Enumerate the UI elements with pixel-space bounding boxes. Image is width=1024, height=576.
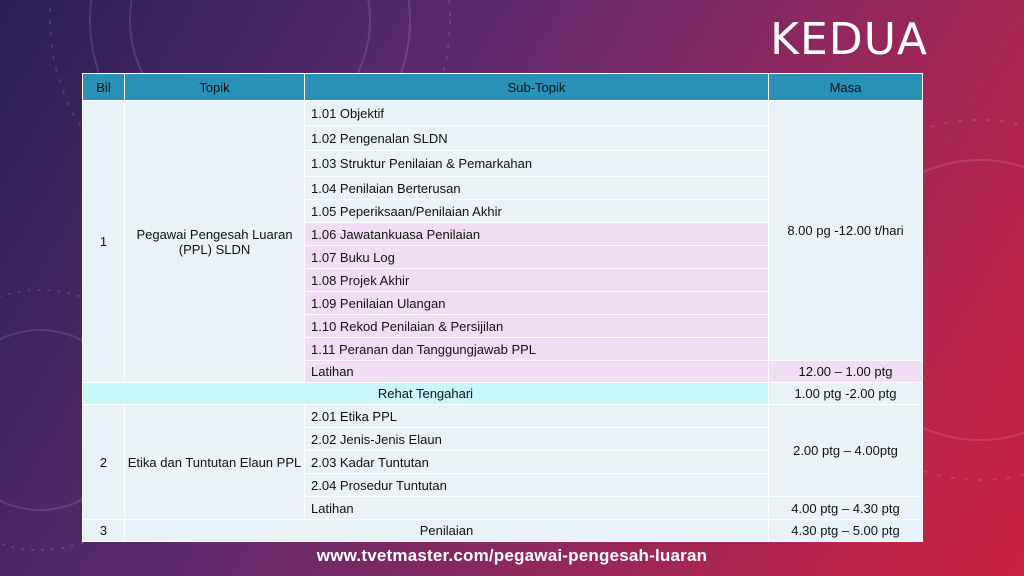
header-bil: Bil bbox=[83, 74, 125, 101]
table-row bbox=[83, 101, 923, 126]
topik-cell: Etika dan Tuntutan Elaun PPL bbox=[125, 405, 305, 520]
subtopic-cell: 1.10 Rekod Penilaian & Persijilan bbox=[305, 315, 769, 338]
latihan-masa-cell: 4.00 ptg – 4.30 ptg bbox=[769, 497, 923, 520]
subtopic-cell: 1.03 Struktur Penilaian & Pemarkahan bbox=[305, 151, 769, 177]
latihan-cell: Latihan bbox=[305, 497, 769, 520]
subtopic-cell: 1.07 Buku Log bbox=[305, 246, 769, 269]
table-row bbox=[83, 383, 923, 405]
footer-url: www.tvetmaster.com/pegawai-pengesah-luaran bbox=[316, 546, 708, 565]
latihan-masa-cell: 12.00 – 1.00 ptg bbox=[769, 361, 923, 383]
rehat-masa-cell: 1.00 ptg -2.00 ptg bbox=[769, 383, 923, 405]
subtopic-cell: 1.04 Penilaian Berterusan bbox=[305, 177, 769, 200]
slide-title: KEDUA bbox=[770, 14, 928, 65]
subtopic-cell: 1.02 Pengenalan SLDN bbox=[305, 126, 769, 151]
subtopic-cell: 2.04 Prosedur Tuntutan bbox=[305, 474, 769, 497]
table-header-row bbox=[83, 74, 923, 101]
header-masa: Masa bbox=[769, 74, 923, 101]
table-row bbox=[83, 520, 923, 542]
header-topik: Topik bbox=[125, 74, 305, 101]
schedule-table bbox=[82, 73, 923, 542]
bil-cell: 2 bbox=[83, 405, 125, 520]
subtopic-cell: 2.01 Etika PPL bbox=[305, 405, 769, 428]
subtopic-cell: 1.08 Projek Akhir bbox=[305, 269, 769, 292]
bil-cell: 1 bbox=[83, 101, 125, 383]
subtopic-cell: 2.02 Jenis-Jenis Elaun bbox=[305, 428, 769, 451]
masa-cell: 2.00 ptg – 4.00ptg bbox=[769, 405, 923, 497]
topik-cell: Pegawai Pengesah Luaran (PPL) SLDN bbox=[125, 101, 305, 383]
subtopic-cell: 2.03 Kadar Tuntutan bbox=[305, 451, 769, 474]
bil-cell: 3 bbox=[83, 520, 125, 542]
masa-cell: 4.30 ptg – 5.00 ptg bbox=[769, 520, 923, 542]
subtopic-cell: 1.06 Jawatankuasa Penilaian bbox=[305, 223, 769, 246]
rehat-cell: Rehat Tengahari bbox=[83, 383, 769, 405]
subtopic-cell: 1.05 Peperiksaan/Penilaian Akhir bbox=[305, 200, 769, 223]
subtopic-cell: 1.09 Penilaian Ulangan bbox=[305, 292, 769, 315]
header-sub-topik: Sub-Topik bbox=[305, 74, 769, 101]
latihan-cell: Latihan bbox=[305, 361, 769, 383]
subtopic-cell: 1.11 Peranan dan Tanggungjawab PPL bbox=[305, 338, 769, 361]
topik-cell: Penilaian bbox=[125, 520, 769, 542]
table-row bbox=[83, 405, 923, 428]
masa-cell: 8.00 pg -12.00 t/hari bbox=[769, 101, 923, 361]
subtopic-cell: 1.01 Objektif bbox=[305, 101, 769, 126]
